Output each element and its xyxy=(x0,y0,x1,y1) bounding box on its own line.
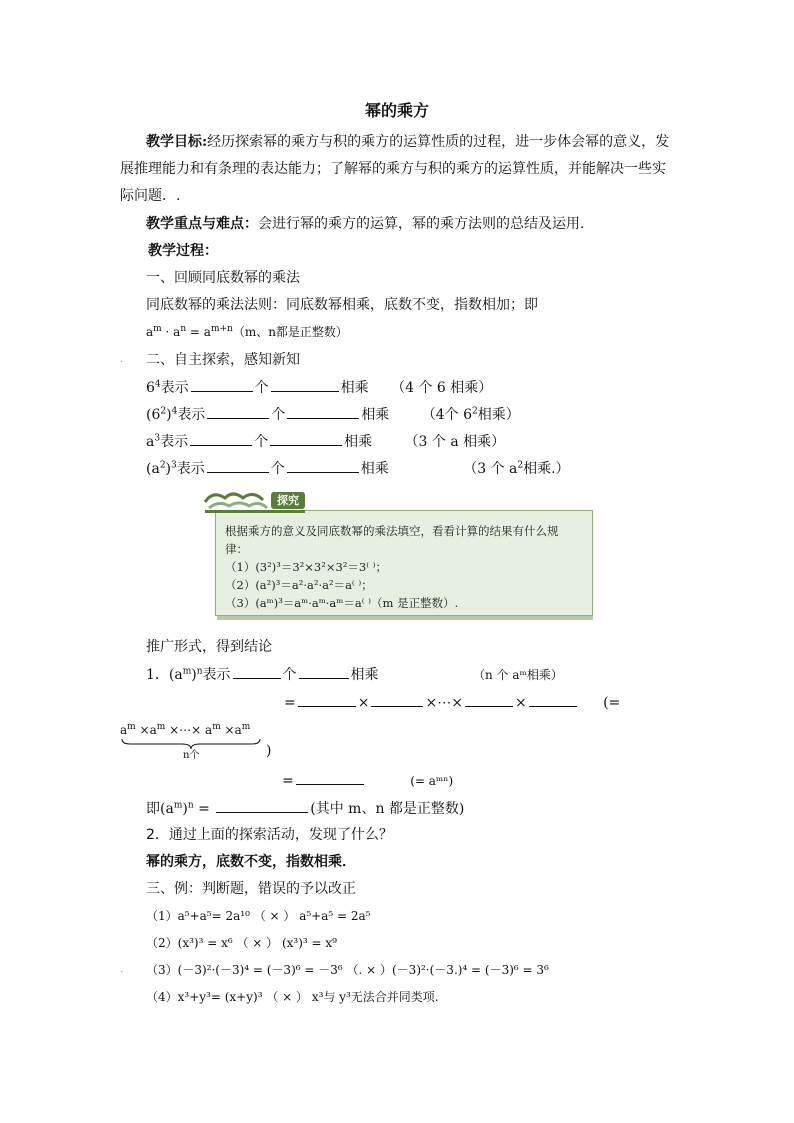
eq-sign-3: = xyxy=(282,773,294,789)
example-4: （4）x³+y³= (x+y)³ （ × ） x³与 y³无法合并同类项. xyxy=(146,990,439,1004)
r2-text-c: 相乘 xyxy=(361,407,390,423)
objectives-text-1: 经历探索幂的乘方与积的乘方的运算性质的过程，进一步体会幂的意义，发 xyxy=(207,134,670,150)
section1-formula: $a^m \cdot a^n = a^{m+n}(m$、n都是正整数） xyxy=(146,324,348,339)
paren-open: (= xyxy=(603,695,621,711)
times-dots: ×⋯× xyxy=(425,695,463,711)
times-1: × xyxy=(357,695,370,711)
r2-note: （4个 6 xyxy=(421,407,473,423)
explore-line-2: 律： xyxy=(225,542,248,556)
r1-blank-2[interactable] xyxy=(271,377,339,392)
conclusion-line: 即$(a^m)^n$ = (其中 m、n 都是正整数) xyxy=(146,798,464,819)
brace-label: n个 xyxy=(183,750,200,761)
r2-note-2: 相乘） xyxy=(477,407,520,423)
margin-mark-2: . xyxy=(120,964,124,975)
r3-text-a: 表示 xyxy=(160,434,189,450)
r3-note: （3 个 a 相乘） xyxy=(404,434,506,450)
keypoints-text: 会进行幂的乘方的运算，幂的乘方法则的总结及运用． xyxy=(258,216,594,232)
r1-note: （4 个 6 相乘） xyxy=(391,380,493,396)
margin-mark: . xyxy=(120,354,124,365)
example-1: （1）a⁵+a⁵= 2a¹⁰ （ × ） a⁵+a⁵ = 2a⁵ xyxy=(146,909,371,923)
item1-text-a: 表示 xyxy=(202,667,231,683)
explore-item-1: （1）(3²)³＝3²×3²×3²＝3⁽ ⁾； xyxy=(225,560,387,574)
r4-blank-1[interactable] xyxy=(207,458,269,473)
r4-blank-2[interactable] xyxy=(287,458,359,473)
r2-blank-2[interactable] xyxy=(287,404,359,419)
paren-close: ) xyxy=(266,743,272,759)
r4-text-c: 相乘 xyxy=(360,461,389,477)
conclusion-prefix: 即 xyxy=(146,801,160,817)
r2-text-b: 个 xyxy=(271,407,286,423)
times-2: × xyxy=(514,695,527,711)
process-label: 教学过程： xyxy=(148,243,218,259)
r3-blank-1[interactable] xyxy=(190,431,252,446)
section1-heading: 一、回顾同底数幂的乘法 xyxy=(146,270,300,286)
r1-text-c: 相乘 xyxy=(340,380,369,396)
example-3: （3）(－3)²·(－3)⁴ = (－3)⁶ = －3⁶ （. × ）(－3)²·(－3.)⁴ = (－3)⁶ = 3⁶ xyxy=(146,963,549,977)
section1-formula-tail: （m、n都是正整数） xyxy=(232,325,348,339)
r3-blank-2[interactable] xyxy=(270,431,342,446)
brace-expression: $a^m \times a^m$ ×⋯× $a^m \times a^m$ xyxy=(120,722,251,737)
eq-sign-1: = xyxy=(284,695,296,711)
r3-text-c: 相乘 xyxy=(344,434,373,450)
eq3-note: (= aᵐⁿ) xyxy=(410,774,454,788)
eq-line-3 xyxy=(282,770,453,791)
explore-item-2: （2）(a²)³＝a²·a²·a²＝a⁽ ⁾； xyxy=(225,578,373,592)
exp-blank-4[interactable] xyxy=(529,692,577,707)
r4-text-b: 个 xyxy=(270,461,285,477)
conclusion-suffix: (其中 m、n 都是正整数) xyxy=(310,801,465,817)
keypoints-label: 教学重点与难点： xyxy=(146,216,258,232)
r1-text-b: 个 xyxy=(254,380,269,396)
generalize-item-1: 1．$(a^m)^n$表示 个 相乘 （n 个 aᵐ相乘） xyxy=(146,664,563,685)
exp-blank-1[interactable] xyxy=(298,692,356,707)
item1-blank-1[interactable] xyxy=(233,664,281,679)
section2-row-1: $6^4$表示 个 相乘 （4 个 6 相乘） xyxy=(146,377,492,398)
r3-text-b: 个 xyxy=(254,434,269,450)
section2-row-4: $(a^2)^3$表示 个 相乘 （3 个 $a^2$相乘.） xyxy=(146,458,570,479)
section2-row-2: $(6^2)^4$表示 个 相乘 （4个 $6^2$相乘） xyxy=(146,404,520,425)
r2-text-a: 表示 xyxy=(177,407,206,423)
generalize-heading: 推广形式，得到结论 xyxy=(146,639,272,655)
section1-rule: 同底数幂的乘法法则：同底数幂相乘，底数不变，指数相加；即 xyxy=(146,297,538,313)
expansion-line xyxy=(284,692,620,713)
power-rule: 幂的乘方，底数不变，指数相乘． xyxy=(146,854,356,870)
explore-item-3: （3）(aᵐ)³＝aᵐ·aᵐ·aᵐ＝a⁽ ⁾（m 是正整数）. xyxy=(225,596,459,610)
item1-note: （n 个 aᵐ相乘） xyxy=(473,668,563,682)
r1-blank-1[interactable] xyxy=(191,377,253,392)
r4-note-2: 相乘.） xyxy=(523,461,570,477)
objectives-label: 教学目标: xyxy=(146,134,208,150)
r4-note: （3 个 a xyxy=(463,461,518,477)
page-title: 幂的乘方 xyxy=(364,101,429,120)
section2-heading: 二、自主探索，感知新知 xyxy=(146,352,300,368)
generalize-item-2: 2．通过上面的探索活动，发现了什么？ xyxy=(146,827,393,843)
explore-badge-label: 探究 xyxy=(271,492,305,509)
example-2: （2）(x³)³ = x⁶ （ × ） (x³)³ = x⁹ xyxy=(146,936,337,950)
section3-heading: 三、例：判断题，错误的予以改正 xyxy=(146,881,356,897)
explore-line-1: 根据乘方的意义及同底数幂的乘法填空，看看计算的结果有什么规 xyxy=(225,524,559,538)
r2-blank-1[interactable] xyxy=(207,404,269,419)
r4-text-a: 表示 xyxy=(176,461,205,477)
section2-row-3: $a^3$表示 个 相乘 （3 个 a 相乘） xyxy=(146,431,505,452)
exp-blank-3[interactable] xyxy=(465,692,513,707)
item1-blank-2[interactable] xyxy=(299,664,349,679)
keypoints-line xyxy=(146,214,594,234)
exp-blank-2[interactable] xyxy=(371,692,423,707)
eq3-blank[interactable] xyxy=(296,770,364,785)
objectives-line-1 xyxy=(146,132,669,152)
objectives-line-2: 展推理能力和有条理的表达能力；了解幂的乘方与积的乘方的运算性质，并能解决一些实 xyxy=(120,161,666,177)
objectives-line-3: 际问题．. xyxy=(120,188,181,204)
explore-box xyxy=(203,488,592,622)
item1-text-b: 个 xyxy=(282,667,297,683)
conclusion-blank[interactable] xyxy=(216,798,308,813)
item1-text-c: 相乘 xyxy=(350,667,379,683)
r1-text-a: 表示 xyxy=(160,380,189,396)
item1-label: 1． xyxy=(146,667,169,683)
